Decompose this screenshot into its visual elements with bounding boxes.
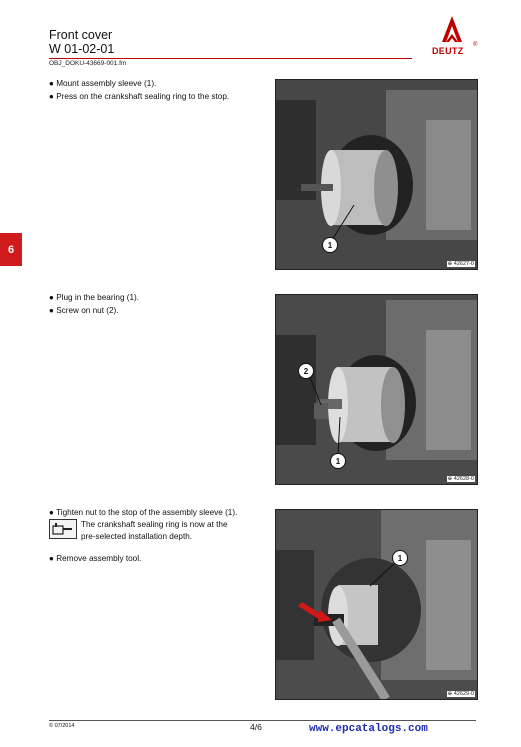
figure-bearing-nut bbox=[275, 294, 478, 485]
engine-photo-illustration bbox=[276, 295, 477, 484]
engine-photo-illustration bbox=[276, 510, 477, 699]
header-rule bbox=[49, 58, 412, 59]
figure-assembly-sleeve bbox=[275, 79, 478, 270]
note-text bbox=[81, 519, 228, 543]
callout-badge bbox=[392, 550, 408, 566]
instruction-line: ● Press on the crankshaft sealing ring to the stop. bbox=[49, 91, 230, 101]
callout-badge bbox=[298, 363, 314, 379]
step3-after bbox=[49, 553, 141, 566]
callout-label: 1 bbox=[335, 456, 341, 466]
figure-tighten-nut bbox=[275, 509, 478, 700]
step2-instructions bbox=[49, 292, 139, 317]
callout-label: 1 bbox=[327, 240, 333, 250]
section-code: W 01-02-01 bbox=[49, 42, 115, 56]
instruction-line: ● Remove assembly tool. bbox=[49, 554, 142, 563]
callout-label: 2 bbox=[303, 366, 309, 376]
note-line: pre-selected installation depth. bbox=[81, 532, 193, 541]
figure-id: ⊕ 42627-0 bbox=[447, 261, 474, 267]
step1-instructions bbox=[49, 78, 229, 103]
callout-badge bbox=[330, 453, 346, 469]
instruction-line: ● Plug in the bearing (1). bbox=[49, 293, 140, 302]
logo-text: DEUTZ bbox=[432, 46, 464, 56]
footer-rule bbox=[49, 720, 476, 721]
figure-id: ⊕ 42629-0 bbox=[447, 691, 474, 697]
callout-label: 1 bbox=[397, 553, 403, 563]
instruction-line: ● Screw on nut (2). bbox=[49, 305, 119, 315]
note-line: The crankshaft sealing ring is now at the bbox=[81, 520, 228, 529]
callout-badge bbox=[322, 237, 338, 253]
engine-photo-illustration bbox=[276, 80, 477, 269]
watermark-link[interactable]: www.epcatalogs.com bbox=[309, 723, 428, 735]
instruction-line: ● Tighten nut to the stop of the assembly sleeve (1). bbox=[49, 508, 238, 517]
instruction-line: ● Mount assembly sleeve (1). bbox=[49, 79, 157, 88]
footer-date: © 07/2014 bbox=[49, 723, 75, 729]
registered-mark: ® bbox=[473, 42, 478, 48]
hand-pointer-icon bbox=[49, 519, 77, 539]
page-number: 4/6 bbox=[250, 722, 262, 732]
step3-instructions bbox=[49, 507, 237, 520]
page-title: Front cover bbox=[49, 28, 113, 42]
document-reference: OBJ_DOKU-43669-001.fm bbox=[49, 60, 127, 67]
chapter-tab[interactable]: 6 bbox=[0, 233, 22, 266]
figure-id: ⊕ 42628-0 bbox=[447, 476, 474, 482]
